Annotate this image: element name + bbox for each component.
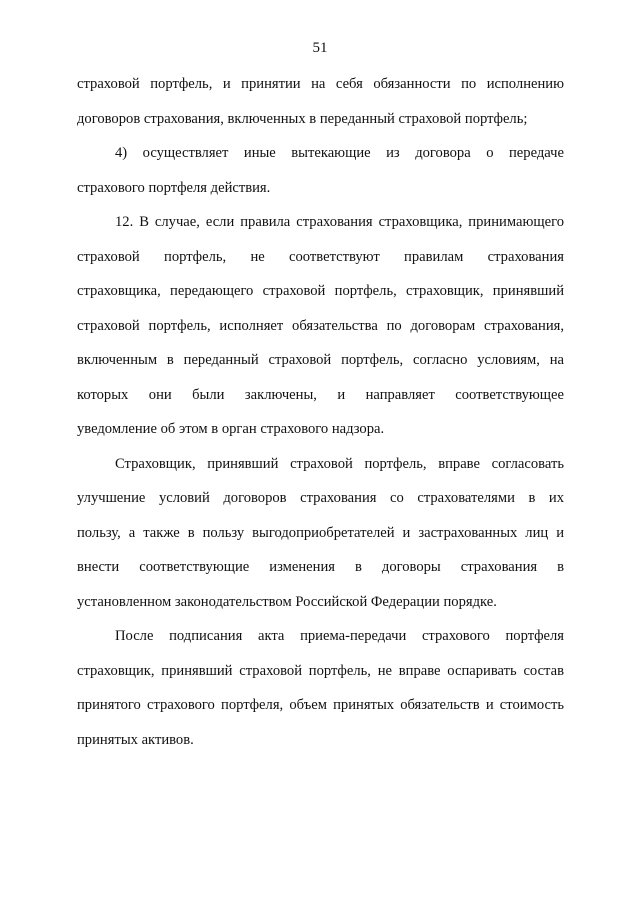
text-line: После подписания акта приема-передачи страхового портфеля <box>115 628 564 644</box>
text-line: включенным в переданный страховой портфель, согласно условиям, на <box>77 352 564 368</box>
text-line: 4) осуществляет иные вытекающие из договора о передаче <box>115 145 564 161</box>
paragraph-improve-conditions <box>77 447 564 620</box>
text-line: страховой портфель, исполняет обязательства по договорам страхования, <box>77 317 564 334</box>
paragraph-item-12 <box>77 205 564 447</box>
text-line: которых они были заключены, и направляет соответствующее <box>77 386 564 403</box>
text-line: принятых активов. <box>77 731 194 748</box>
text-line: страховой портфель, и принятии на себя обязанности по исполнению <box>77 76 564 92</box>
text-line: уведомление об этом в орган страхового надзора. <box>77 421 385 437</box>
text-line: договоров страхования, включенных в переданный страховой портфель; <box>77 110 528 127</box>
text-line: страховщик, принявший страховой портфель, не вправе оспаривать состав <box>77 662 564 679</box>
text-line: 12. В случае, если правила страхования страховщика, принимающего <box>115 214 564 230</box>
text-line: пользу, а также в пользу выгодоприобретателей и застрахованных лиц и <box>77 524 564 541</box>
text-line: принятого страхового портфеля, объем принятых обязательств и стоимость <box>77 697 564 713</box>
text-line: внести соответствующие изменения в договоры страхования в <box>77 559 564 575</box>
text-line: страховщика, передающего страховой портфель, страховщик, принявший <box>77 283 564 299</box>
document-body <box>77 67 564 757</box>
paragraph-after-signing <box>77 619 564 757</box>
text-line: Страховщик, принявший страховой портфель, вправе согласовать <box>115 455 564 472</box>
text-line: установленном законодательством Российской Федерации порядке. <box>77 593 497 610</box>
text-line: страховой портфель, не соответствуют правилам страхования <box>77 248 564 265</box>
paragraph-item-4 <box>77 136 564 205</box>
page-number: 51 <box>312 40 328 56</box>
text-line: улучшение условий договоров страхования со страхователями в их <box>77 490 564 506</box>
paragraph-portfolio-obligations <box>77 67 564 136</box>
text-line: страхового портфеля действия. <box>77 179 271 196</box>
